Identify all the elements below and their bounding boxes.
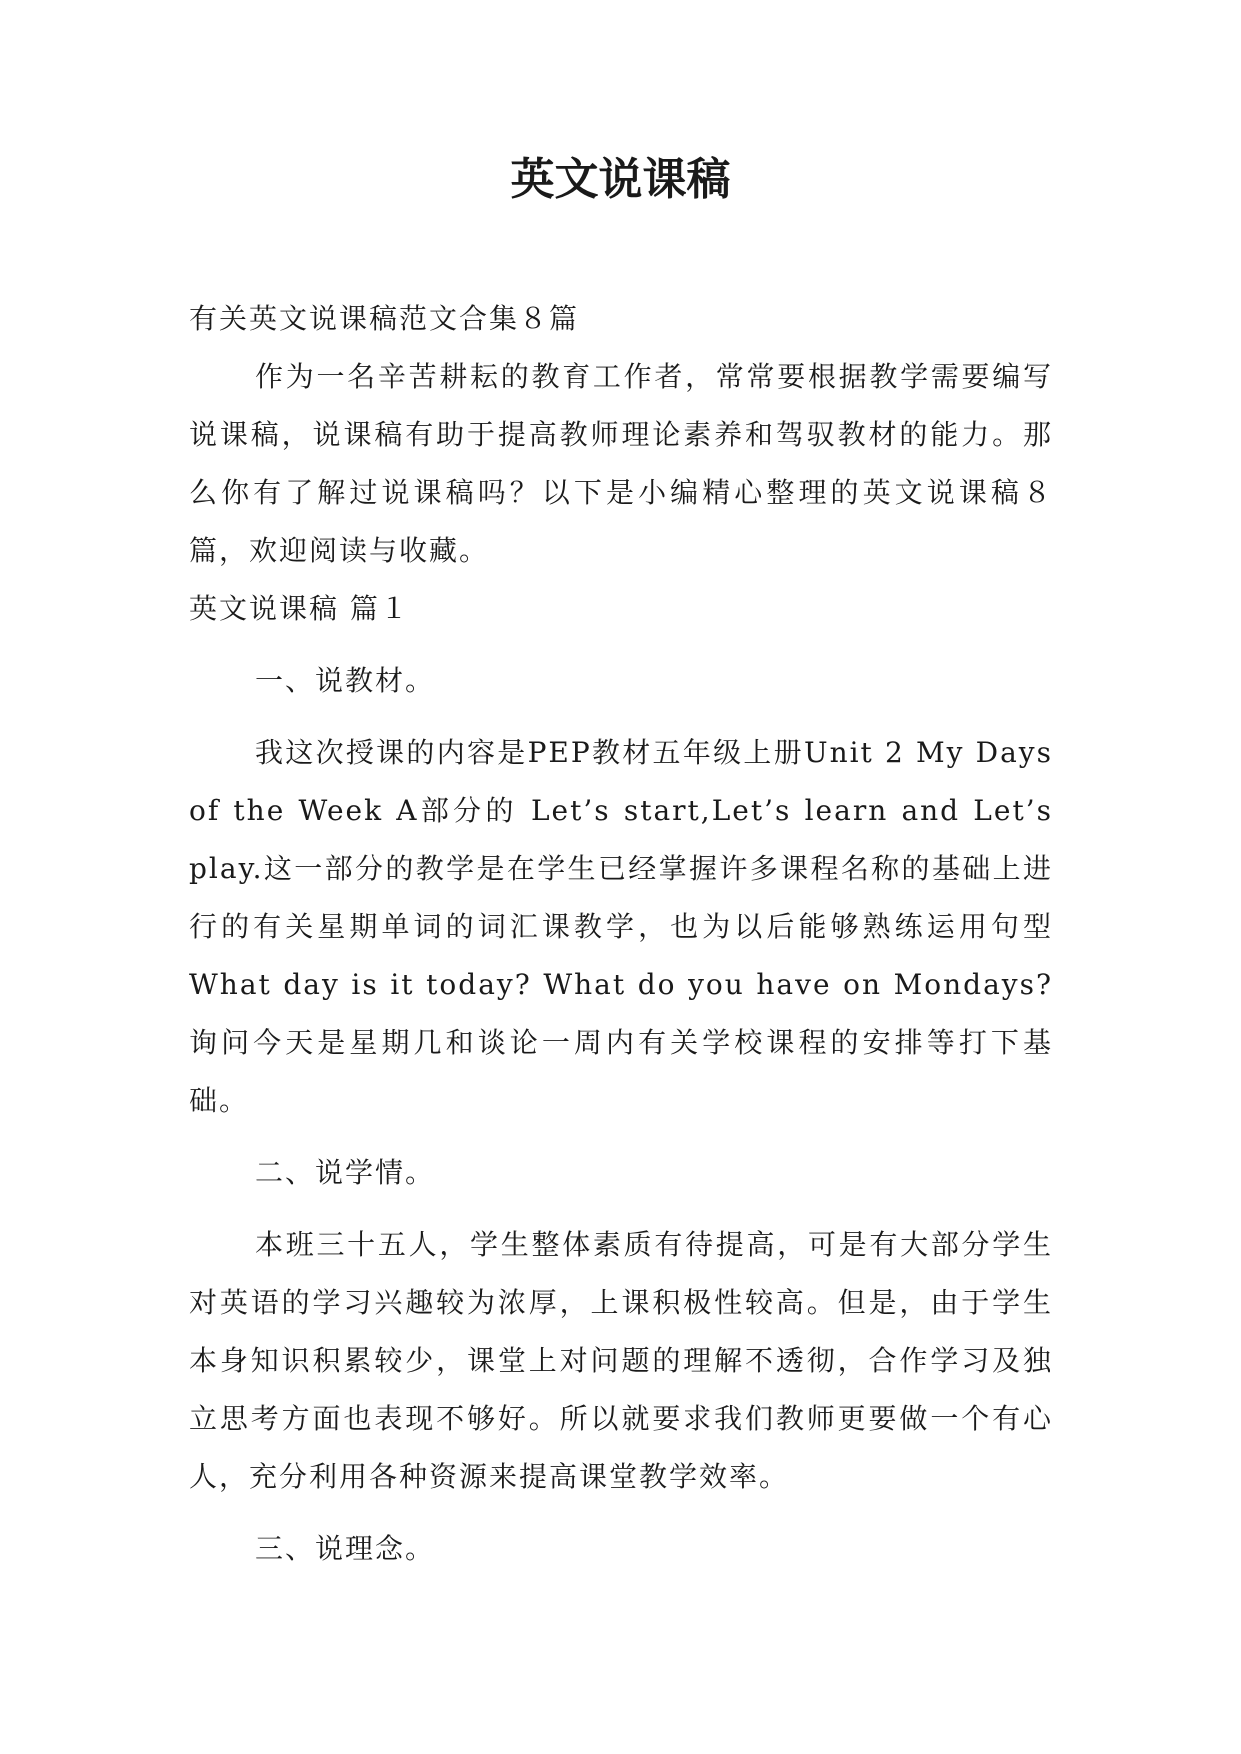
heading-philosophy: 三、说理念。 xyxy=(255,1532,436,1565)
page-title: 英文说课稿 xyxy=(510,154,731,205)
section-title: 英文说课稿 篇１ xyxy=(189,592,410,625)
intro-paragraph: 作为一名辛苦耕耘的教育工作者，常常要根据教学需要编写说课稿，说课稿有助于提高教师理论素养和驾驭教材的能力。那么你有了解过说课稿吗？以下是小编精心整理的英文说课稿８篇，欢迎阅读与收藏。 xyxy=(189,360,1053,567)
document-body xyxy=(189,290,1053,1578)
paragraph-students: 本班三十五人，学生整体素质有待提高，可是有大部分学生对英语的学习兴趣较为浓厚，上课积极性较高。但是，由于学生本身知识积累较少，课堂上对问题的理解不透彻，合作学习及独立思考方面也表现不够好。所以就要求我们教师更要做一个有心人，充分利用各种资源来提高课堂教学效率。 xyxy=(189,1228,1053,1493)
subtitle: 有关英文说课稿范文合集８篇 xyxy=(189,302,580,335)
heading-textbook: 一、说教材。 xyxy=(255,664,436,697)
heading-students: 二、说学情。 xyxy=(255,1156,436,1189)
paragraph-textbook: 我这次授课的内容是PEP教材五年级上册Unit 2 My Days of the Week A部分的 Let’s start,Let’s learn and Let’s play.这一部分的教学是在学生已经掌握许多课程名称的基础上进行的有关星期单词的词汇课教学，也为以后能够熟练运用句型What day is it today? What do you have on Mondays?询问今天是星期几和谈论一周内有关学校课程的安排等打下基础。 xyxy=(189,736,1053,1117)
